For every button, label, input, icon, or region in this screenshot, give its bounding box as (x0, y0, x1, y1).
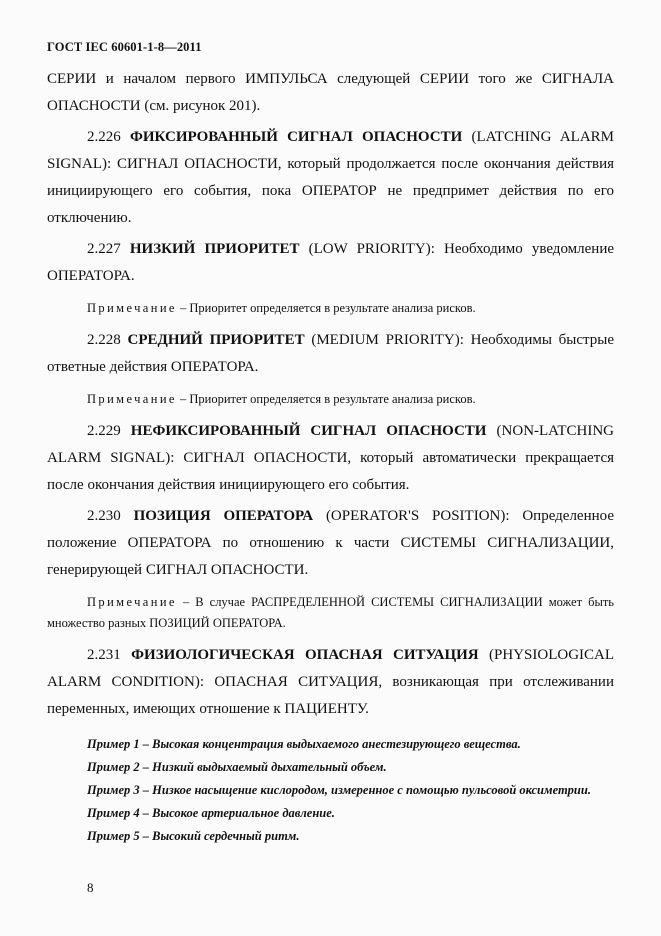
standard-header: ГОСТ IEC 60601-1-8—2011 (47, 40, 202, 54)
note-text: – Приоритет определяется в результате анализа рисков. (180, 301, 476, 315)
definition-text: (PHYSIOLOGICAL ALARM CONDITION): ОПАСНАЯ СИТУАЦИЯ, возникающая при отслеживании переменных, имеющих отношение к ПАЦИЕНТУ. (47, 647, 615, 717)
definition-2-231 (47, 642, 614, 723)
definition-2-228 (47, 327, 614, 381)
example-5: Пример 5 – Высокий сердечный ритм. (87, 829, 300, 843)
clause-number: 2.228 (87, 332, 121, 348)
term-title: ФИЗИОЛОГИЧЕСКАЯ ОПАСНАЯ СИТУАЦИЯ (131, 647, 479, 663)
example-2: Пример 2 – Низкий выдыхаемый дыхательный объем. (87, 760, 387, 774)
term-title: НИЗКИЙ ПРИОРИТЕТ (129, 241, 300, 257)
note-2-230 (47, 592, 614, 634)
note-text: – Приоритет определяется в результате анализа рисков. (180, 392, 476, 406)
definition-text: (OPERATOR'S POSITION): Определенное положение ОПЕРАТОРА по отношению к части СИСТЕМЫ СИГНАЛИЗАЦИИ, генерирующей СИГНАЛ ОПАСНОСТИ. (47, 508, 614, 578)
definition-2-227 (47, 236, 614, 290)
note-label: Примечание (87, 392, 177, 406)
note-2-227 (47, 298, 614, 319)
clause-number: 2.227 (87, 241, 121, 257)
example-3: Пример 3 – Низкое насыщение кислородом, измеренное с помощью пульсовой оксиметрии. (87, 783, 591, 797)
example-1: Пример 1 – Высокая концентрация выдыхаемого анестезирующего вещества. (87, 737, 521, 751)
definition-text: (NON-LATCHING ALARM SIGNAL): СИГНАЛ ОПАСНОСТИ, который автоматически прекращается после окончания действия инициирующего его события. (47, 423, 615, 493)
clause-number: 2.230 (87, 508, 121, 524)
definition-2-229 (47, 418, 614, 499)
page-number: 8 (87, 880, 94, 895)
note-2-228 (47, 389, 614, 410)
document-body (47, 66, 614, 848)
clause-number: 2.226 (87, 129, 121, 145)
continuation-paragraph: СЕРИИ и началом первого ИМПУЛЬСА следующей СЕРИИ того же СИГНАЛА ОПАСНОСТИ (см. рисунок 201). (47, 71, 614, 114)
note-label: Примечание (87, 301, 177, 315)
example-4: Пример 4 – Высокое артериальное давление. (87, 806, 335, 820)
definition-2-226 (47, 124, 614, 232)
clause-number: 2.229 (87, 423, 121, 439)
term-title: СРЕДНИЙ ПРИОРИТЕТ (127, 332, 305, 348)
definition-text: (LOW PRIORITY): Необходимо уведомление ОПЕРАТОРА. (47, 241, 615, 284)
term-title: НЕФИКСИРОВАННЫЙ СИГНАЛ ОПАСНОСТИ (130, 423, 487, 439)
clause-number: 2.231 (87, 647, 121, 663)
term-title: ПОЗИЦИЯ ОПЕРАТОРА (133, 508, 314, 524)
note-text: – В случае РАСПРЕДЕЛЕННОЙ СИСТЕМЫ СИГНАЛИЗАЦИИ может быть множество разных ПОЗИЦИЙ ОПЕРАТОРА. (47, 595, 615, 630)
term-title: ФИКСИРОВАННЫЙ СИГНАЛ ОПАСНОСТИ (129, 129, 463, 145)
definition-text: (MEDIUM PRIORITY): Необходимы быстрые ответные действия ОПЕРАТОРА. (47, 332, 614, 375)
definition-2-230 (47, 503, 614, 584)
definition-text: (LATCHING ALARM SIGNAL): СИГНАЛ ОПАСНОСТИ, который продолжается после окончания действия инициирующего его события, пока ОПЕРАТОР не предпримет действия по его отключению. (47, 129, 614, 226)
note-label: Примечание (87, 595, 177, 609)
